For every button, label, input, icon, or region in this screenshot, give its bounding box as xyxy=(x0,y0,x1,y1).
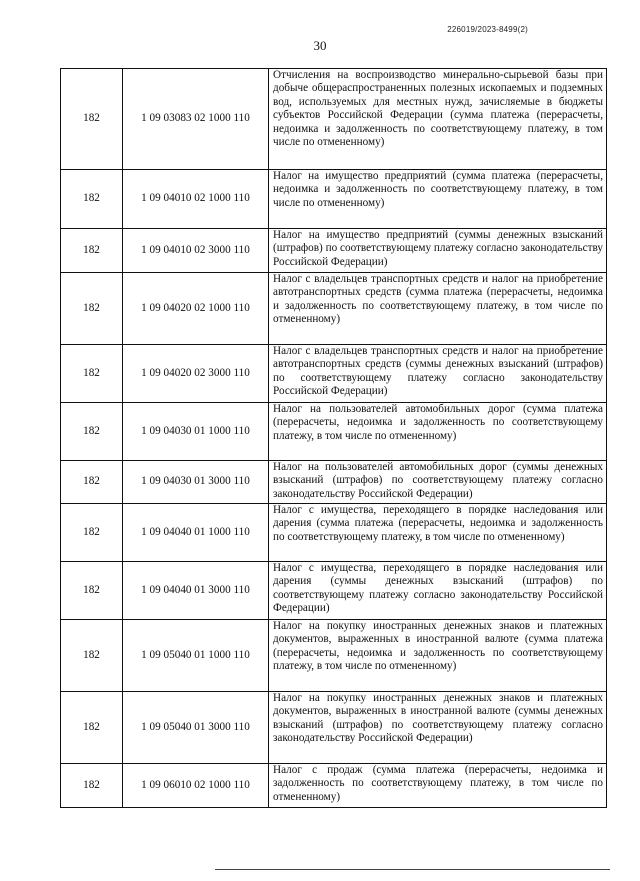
admin-code-cell: 182 xyxy=(61,345,123,403)
table-row xyxy=(61,692,607,764)
description-cell: Налог на пользователей автомобильных дорог (суммы денежных взысканий (штрафов) по соответствующему платежу согласно законодательству Российской Федерации) xyxy=(269,461,607,504)
description-cell: Налог на пользователей автомобильных дорог (сумма платежа (перерасчеты, недоимка и задолженность по соответствующему платежу, в том числе по отмененному) xyxy=(269,403,607,461)
table-row xyxy=(61,562,607,620)
admin-code-cell: 182 xyxy=(61,620,123,692)
table-row xyxy=(61,345,607,403)
table-row xyxy=(61,170,607,229)
budget-code-cell: 1 09 04030 01 3000 110 xyxy=(123,461,269,504)
description-cell: Налог на покупку иностранных денежных знаков и платежных документов, выраженных в иностранной валюте (суммы денежных взысканий (штрафов) по соответствующему платежу согласно законодательству Российской Федерации) xyxy=(269,692,607,764)
budget-code-cell: 1 09 04010 02 1000 110 xyxy=(123,170,269,229)
admin-code-cell: 182 xyxy=(61,273,123,345)
description-cell: Налог с имущества, переходящего в порядке наследования или дарения (суммы денежных взысканий (штрафов) по соответствующему платежу согласно законодательству Российской Федерации) xyxy=(269,562,607,620)
admin-code-cell: 182 xyxy=(61,504,123,562)
admin-code-cell: 182 xyxy=(61,170,123,229)
table-row xyxy=(61,504,607,562)
table-row xyxy=(61,273,607,345)
budget-code-cell: 1 09 04040 01 3000 110 xyxy=(123,562,269,620)
bottom-rule xyxy=(215,869,610,870)
page-number: 30 xyxy=(313,38,327,53)
admin-code-cell: 182 xyxy=(61,562,123,620)
document-id: 226019/2023-8499(2) xyxy=(447,25,528,34)
description-cell: Налог с владельцев транспортных средств и налог на приобретение автотранспортных средств (суммы денежных взысканий (штрафов) по соответствующему платежу согласно законодательству Российской Федерации) xyxy=(269,345,607,403)
admin-code-cell: 182 xyxy=(61,764,123,808)
budget-code-cell: 1 09 04030 01 1000 110 xyxy=(123,403,269,461)
budget-code-cell: 1 09 03083 02 1000 110 xyxy=(123,69,269,170)
budget-code-cell: 1 09 04020 02 1000 110 xyxy=(123,273,269,345)
admin-code-cell: 182 xyxy=(61,69,123,170)
description-cell: Налог с владельцев транспортных средств и налог на приобретение автотранспортных средств (сумма платежа (перерасчеты, недоимка и задолженность по соответствующему платежу, в том числе по отмененному) xyxy=(269,273,607,345)
description-cell: Налог на покупку иностранных денежных знаков и платежных документов, выраженных в иностранной валюте (сумма платежа (перерасчеты, недоимка и задолженность по соответствующему платежу, в том числе по отмененному) xyxy=(269,620,607,692)
description-cell: Налог с продаж (сумма платежа (перерасчеты, недоимка и задолженность по соответствующему платежу, в том числе по отмененному) xyxy=(269,764,607,808)
budget-code-cell: 1 09 06010 02 1000 110 xyxy=(123,764,269,808)
table-row xyxy=(61,461,607,504)
admin-code-cell: 182 xyxy=(61,692,123,764)
admin-code-cell: 182 xyxy=(61,403,123,461)
budget-codes-table xyxy=(60,68,607,808)
table-row xyxy=(61,764,607,808)
budget-code-cell: 1 09 04010 02 3000 110 xyxy=(123,229,269,273)
budget-code-cell: 1 09 05040 01 1000 110 xyxy=(123,620,269,692)
table-row xyxy=(61,69,607,170)
table-row xyxy=(61,620,607,692)
admin-code-cell: 182 xyxy=(61,229,123,273)
description-cell: Налог с имущества, переходящего в порядке наследования или дарения (сумма платежа (перерасчеты, недоимка и задолженность по соответствующему платежу, в том числе по отмененному) xyxy=(269,504,607,562)
description-cell: Налог на имущество предприятий (суммы денежных взысканий (штрафов) по соответствующему платежу согласно законодательству Российской Федерации) xyxy=(269,229,607,273)
admin-code-cell: 182 xyxy=(61,461,123,504)
table-row xyxy=(61,229,607,273)
table-row xyxy=(61,403,607,461)
description-cell: Отчисления на воспроизводство минерально-сырьевой базы при добыче общераспространенных полезных ископаемых и подземных вод, используемых для местных нужд, зачисляемые в бюджеты субъектов Российской Федерации (сумма платежа (перерасчеты, недоимка и задолженность по соответствующему платежу, в том числе по отмененному) xyxy=(269,69,607,170)
budget-code-cell: 1 09 04020 02 3000 110 xyxy=(123,345,269,403)
description-cell: Налог на имущество предприятий (сумма платежа (перерасчеты, недоимка и задолженность по соответствующему платежу, в том числе по отмененному) xyxy=(269,170,607,229)
budget-code-cell: 1 09 05040 01 3000 110 xyxy=(123,692,269,764)
budget-code-cell: 1 09 04040 01 1000 110 xyxy=(123,504,269,562)
